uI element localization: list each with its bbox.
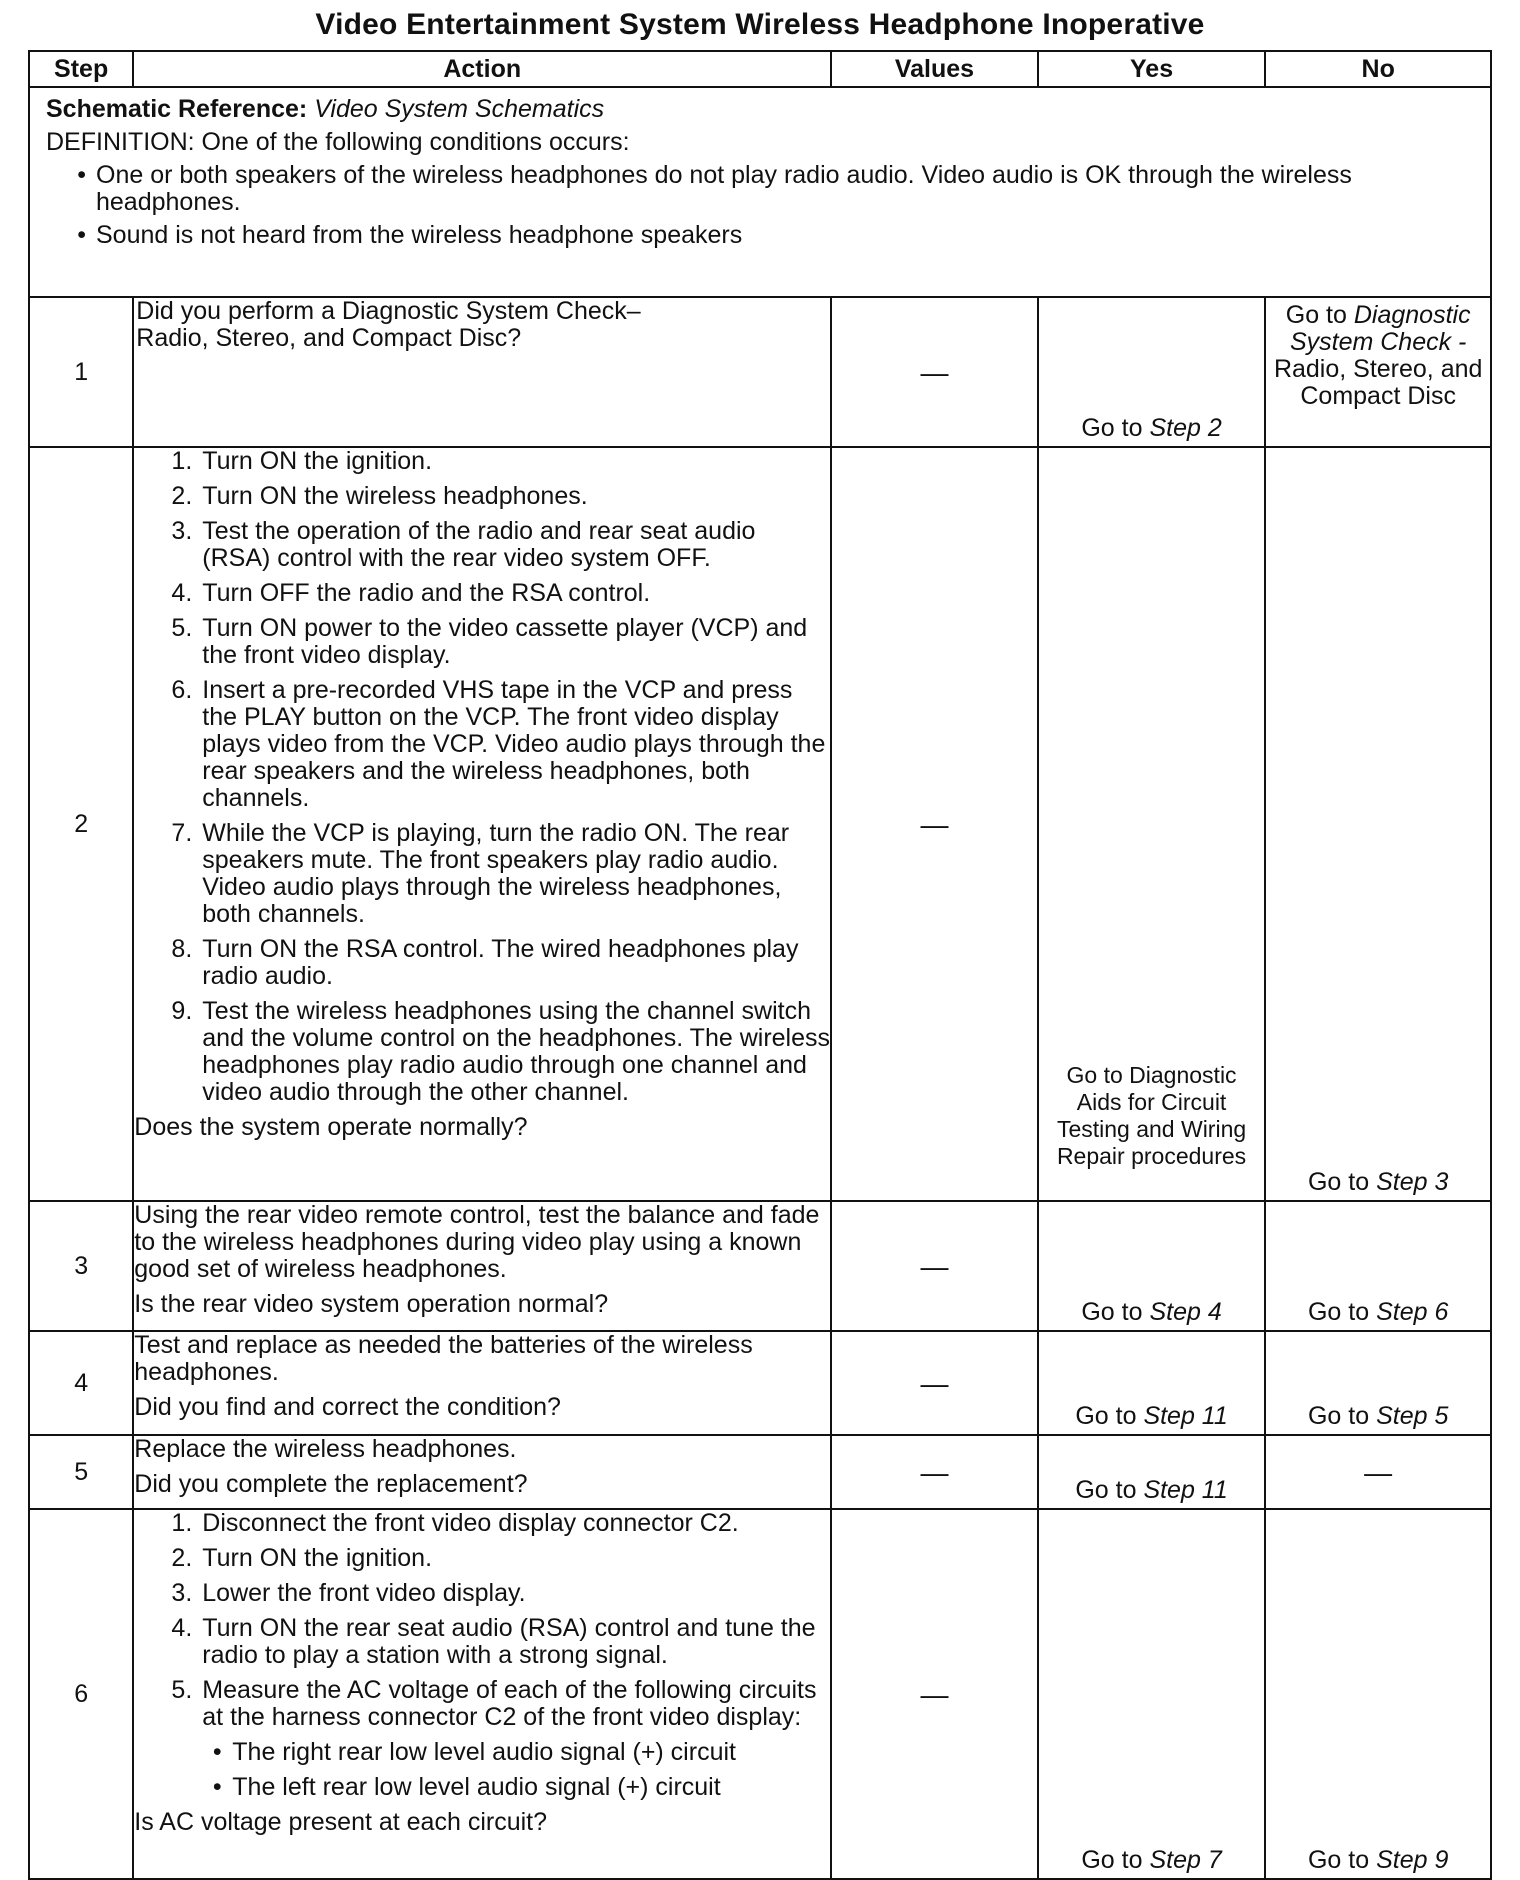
list-item-text: Turn OFF the radio and the RSA control.	[202, 579, 651, 607]
no-link[interactable]	[1266, 1403, 1490, 1430]
action-cell	[133, 297, 831, 447]
bullet-text: Sound is not heard from the wireless headphone speakers	[96, 221, 743, 249]
question-text: Did you complete the replacement?	[134, 1470, 528, 1498]
step-row-4	[29, 1331, 1491, 1435]
schematic-reference	[46, 96, 1476, 123]
question-text: Does the system operate normally?	[134, 1113, 528, 1141]
no-prefix: Go to	[1307, 1846, 1377, 1874]
bullet-icon: •	[77, 161, 86, 189]
diagnostic-table	[28, 50, 1492, 1880]
no-cell	[1265, 447, 1491, 1201]
values-cell: —	[831, 1509, 1038, 1879]
yes-link[interactable]	[1039, 1403, 1265, 1430]
yes-ref: Step 7	[1149, 1846, 1222, 1874]
yes-link[interactable]	[1039, 1477, 1265, 1504]
list-item: 9. Test the wireless headphones using the channel switch and the volume control on the headphones. The wireless headphones play radio audio through one channel and video audio through the other channel.	[171, 997, 831, 1106]
definition-bullet	[46, 162, 1476, 216]
schematic-label: Schematic Reference:	[46, 95, 308, 123]
step-row-5	[29, 1435, 1491, 1509]
no-link[interactable]	[1266, 298, 1490, 414]
yes-link[interactable]	[1039, 1299, 1265, 1326]
header-values: Values	[831, 51, 1038, 87]
bullet-icon: •	[212, 1738, 222, 1766]
list-item-text: Turn ON the ignition.	[202, 1544, 433, 1572]
list-item: 4. Turn ON the rear seat audio (RSA) control and tune the radio to play a station with a strong signal.	[134, 1615, 830, 1669]
step-number: 4	[29, 1331, 133, 1435]
list-item: 3. Test the operation of the radio and rear seat audio (RSA) control with the rear video system OFF.	[134, 518, 830, 572]
list-item-text: Turn ON power to the video cassette player (VCP) and the front video display.	[202, 614, 808, 669]
sub-bullet	[134, 1739, 830, 1766]
list-item: 7. While the VCP is playing, turn the radio ON. The rear speakers mute. The front speakers play radio audio. Video audio plays through the wireless headphones, both channels.	[134, 820, 830, 928]
no-prefix: Go to	[1307, 1402, 1377, 1430]
yes-ref: Step 4	[1149, 1298, 1222, 1326]
list-item: 1. Disconnect the front video display connector C2.	[171, 1509, 739, 1537]
no-ref: Step 3	[1376, 1168, 1449, 1196]
list-item-text: Insert a pre-recorded VHS tape in the VCP and press the PLAY button on the VCP. The front video display plays video from the VCP. Video audio plays through the rear speakers and the wireless headphones, both channels.	[202, 676, 826, 812]
yes-ref: Step 11	[1143, 1402, 1228, 1430]
yes-ref: Step 2	[1149, 414, 1222, 442]
action-text: Using the rear video remote control, test the balance and fade to the wireless headphones during video play using a known good set of wireless headphones.	[134, 1201, 820, 1283]
list-item-text: Disconnect the front video display connector C2.	[202, 1509, 739, 1537]
yes-prefix: Go to	[1081, 1846, 1150, 1874]
yes-ref: Step 11	[1143, 1476, 1228, 1504]
list-item: 2. Turn ON the ignition.	[171, 1544, 433, 1572]
bullet-text: One or both speakers of the wireless headphones do not play radio audio. Video audio is OK through the wireless headphones.	[96, 161, 1352, 216]
definition-text: DEFINITION: One of the following conditions occurs:	[46, 128, 630, 156]
no-link[interactable]	[1266, 1169, 1490, 1196]
values-cell: —	[831, 297, 1038, 447]
action-list	[134, 1510, 830, 1731]
header-step: Step	[29, 51, 133, 87]
no-link[interactable]	[1266, 1847, 1490, 1874]
list-item-text: Turn ON the ignition.	[202, 447, 433, 475]
header-row	[29, 51, 1491, 87]
question-text: Did you perform a Diagnostic System Check– Radio, Stereo, and Compact Disc?	[136, 297, 641, 352]
step-row-1	[29, 297, 1491, 447]
yes-cell	[1038, 297, 1266, 447]
no-ref: Diagnostic System Check -	[1289, 301, 1471, 356]
list-item: 4. Turn OFF the radio and the RSA control.	[171, 579, 651, 607]
no-ref: Step 5	[1376, 1402, 1449, 1430]
step-number: 1	[29, 297, 133, 447]
list-item-text: While the VCP is playing, turn the radio ON. The rear speakers mute. The front speakers play radio audio. Video audio plays through the wireless headphones, both channels.	[202, 819, 790, 928]
list-item-text: Measure the AC voltage of each of the following circuits at the harness connector C2 of the front video display:	[202, 1676, 817, 1731]
yes-link[interactable]	[1039, 1847, 1265, 1874]
yes-prefix: Go to	[1081, 414, 1150, 442]
list-item-text: Turn ON the RSA control. The wired headphones play radio audio.	[202, 935, 799, 990]
list-item-text: Lower the front video display.	[202, 1579, 526, 1607]
action-cell	[133, 1435, 831, 1509]
yes-prefix: Go to	[1075, 1402, 1144, 1430]
step-row-3	[29, 1201, 1491, 1331]
no-cell	[1265, 1331, 1491, 1435]
step-number: 3	[29, 1201, 133, 1331]
list-item-text: Turn ON the rear seat audio (RSA) control and tune the radio to play a station with a strong signal.	[202, 1614, 816, 1669]
no-cell	[1265, 1509, 1491, 1879]
list-item: 1. Turn ON the ignition.	[171, 447, 433, 475]
no-prefix: Go to	[1285, 301, 1354, 329]
step-number: 5	[29, 1435, 133, 1509]
yes-cell	[1038, 1331, 1266, 1435]
intro-cell	[29, 87, 1491, 297]
no-link[interactable]	[1266, 1299, 1490, 1326]
bullet-icon: •	[77, 221, 86, 249]
step-number: 2	[29, 447, 133, 1201]
yes-cell	[1038, 447, 1266, 1201]
action-text: Test and replace as needed the batteries of the wireless headphones.	[134, 1331, 753, 1386]
values-cell: —	[831, 1331, 1038, 1435]
list-item-text: Turn ON the wireless headphones.	[202, 482, 588, 510]
list-item: 5. Measure the AC voltage of each of the following circuits at the harness connector C2 of the front video display:	[134, 1677, 830, 1731]
yes-cell	[1038, 1435, 1266, 1509]
intro-row	[29, 87, 1491, 297]
action-cell	[133, 1331, 831, 1435]
list-item-text: Test the operation of the radio and rear seat audio (RSA) control with the rear video system OFF.	[202, 517, 756, 572]
action-text: Replace the wireless headphones.	[134, 1435, 517, 1463]
step-number: 6	[29, 1509, 133, 1879]
no-cell	[1265, 297, 1491, 447]
no-cell	[1265, 1201, 1491, 1331]
list-item-text: Test the wireless headphones using the channel switch and the volume control on the headphones. The wireless headphones play radio audio through one channel and video audio through the other channel.	[202, 997, 831, 1106]
no-prefix: Go to	[1307, 1298, 1377, 1326]
question-text: Is the rear video system operation normal?	[134, 1290, 609, 1318]
list-item: 5. Turn ON power to the video cassette player (VCP) and the front video display.	[134, 615, 830, 669]
action-list	[134, 448, 830, 1106]
sub-bullet-text: The right rear low level audio signal (+) circuit	[232, 1738, 736, 1766]
header-action: Action	[133, 51, 831, 87]
yes-prefix: Go to	[1081, 1298, 1150, 1326]
step-row-2	[29, 447, 1491, 1201]
header-no: No	[1265, 51, 1491, 87]
yes-cell	[1038, 1509, 1266, 1879]
sub-bullet	[134, 1774, 830, 1801]
definition-bullet	[46, 222, 1476, 249]
list-item: 6. Insert a pre-recorded VHS tape in the VCP and press the PLAY button on the VCP. The front video display plays video from the VCP. Video audio plays through the rear speakers and the wireless headphones, both channels.	[134, 677, 830, 812]
bullet-icon: •	[212, 1773, 222, 1801]
no-ref: Step 6	[1376, 1298, 1449, 1326]
yes-cell	[1038, 1201, 1266, 1331]
schematic-link[interactable]: Video System Schematics	[314, 95, 605, 123]
yes-prefix: Go to	[1075, 1476, 1144, 1504]
no-cell: —	[1265, 1435, 1491, 1509]
list-item: 8. Turn ON the RSA control. The wired headphones play radio audio.	[134, 936, 830, 990]
values-cell: —	[831, 1435, 1038, 1509]
yes-link[interactable]	[1039, 415, 1265, 442]
list-item: 2. Turn ON the wireless headphones.	[171, 482, 588, 510]
question-text: Did you find and correct the condition?	[134, 1393, 561, 1421]
list-item: 3. Lower the front video display.	[171, 1579, 526, 1607]
values-cell: —	[831, 1201, 1038, 1331]
no-ref: Step 9	[1376, 1846, 1449, 1874]
header-yes: Yes	[1038, 51, 1266, 87]
values-cell: —	[831, 447, 1038, 1201]
no-rest: Radio, Stereo, and Compact Disc	[1273, 355, 1483, 410]
page-title: Video Entertainment System Wireless Headphone Inoperative	[315, 8, 1205, 41]
action-cell	[133, 1509, 831, 1879]
action-cell	[133, 447, 831, 1201]
question-text: Is AC voltage present at each circuit?	[134, 1808, 548, 1836]
no-prefix: Go to	[1307, 1168, 1377, 1196]
yes-link[interactable]: Go to Diagnostic Aids for Circuit Testing and Wiring Repair procedures	[1056, 1062, 1247, 1169]
action-cell	[133, 1201, 831, 1331]
sub-bullet-text: The left rear low level audio signal (+) circuit	[232, 1773, 721, 1801]
step-row-6	[29, 1509, 1491, 1879]
